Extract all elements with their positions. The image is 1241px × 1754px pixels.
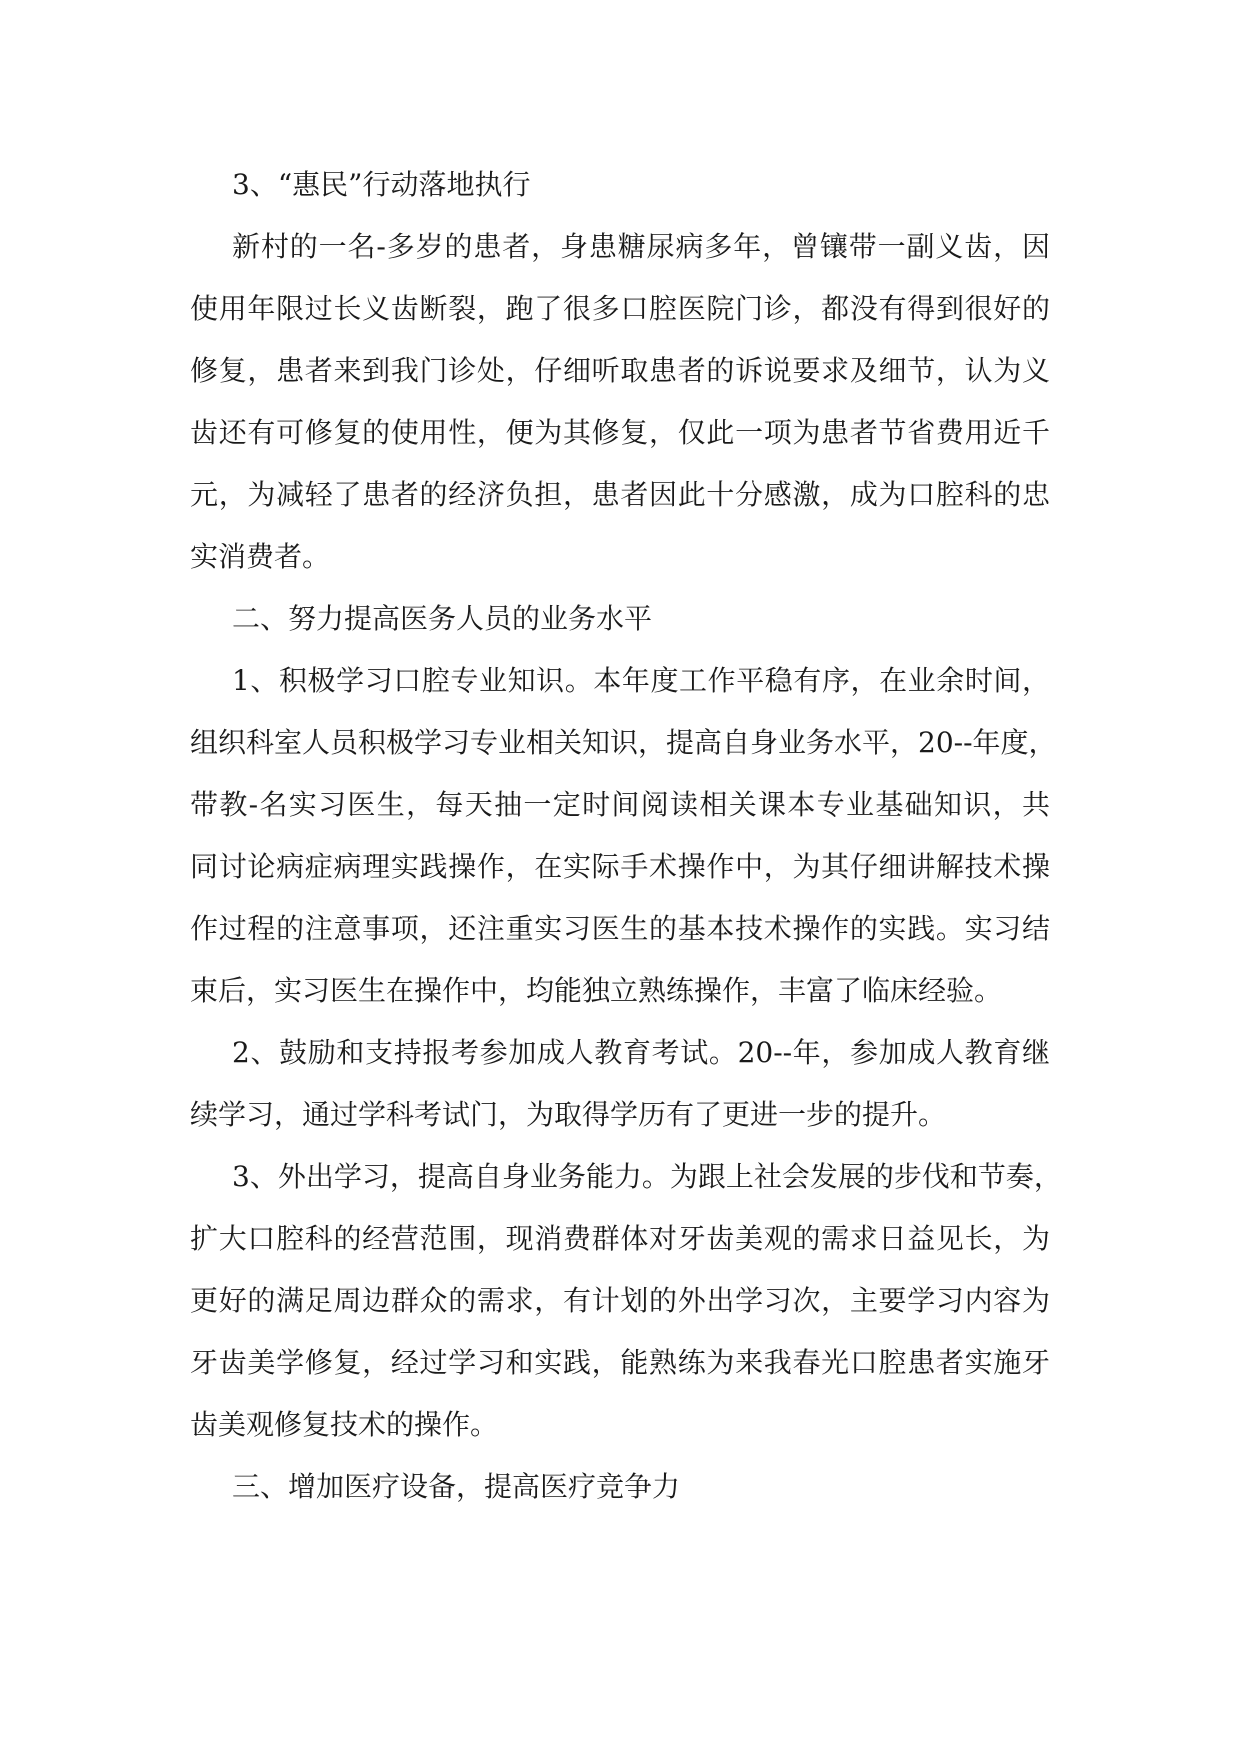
text-line: 修复，患者来到我门诊处，仔细听取患者的诉说要求及细节，认为义 — [190, 354, 1050, 387]
text-line: 1、积极学习口腔专业知识。本年度工作平稳有序，在业余时间， — [232, 664, 1050, 697]
text-line: 二、努力提高医务人员的业务水平 — [232, 602, 653, 635]
text-line: 3、“惠民”行动落地执行 — [232, 168, 531, 201]
text-line: 作过程的注意事项，还注重实习医生的基本技术操作的实践。实习结 — [190, 912, 1050, 945]
text-line: 更好的满足周边群众的需求，有计划的外出学习次，主要学习内容为 — [190, 1284, 1050, 1317]
text-line: 实消费者。 — [190, 540, 331, 573]
document-body — [190, 154, 1062, 1518]
text-line: 带教-名实习医生，每天抽一定时间阅读相关课本专业基础知识，共 — [190, 788, 1050, 821]
text-line: 续学习，通过学科考试门，为取得学历有了更进一步的提升。 — [190, 1098, 947, 1131]
text-line: 齿美观修复技术的操作。 — [190, 1408, 499, 1441]
text-line: 使用年限过长义齿断裂，跑了很多口腔医院门诊，都没有得到很好的 — [190, 292, 1050, 325]
text-line: 组织科室人员积极学习专业相关知识，提高自身业务水平，20--年度， — [190, 726, 1057, 759]
text-line: 牙齿美学修复，经过学习和实践，能熟练为来我春光口腔患者实施牙 — [190, 1346, 1050, 1379]
text-line: 束后，实习医生在操作中，均能独立熟练操作，丰富了临床经验。 — [190, 974, 1003, 1007]
text-line: 齿还有可修复的使用性，便为其修复，仅此一项为患者节省费用近千 — [190, 416, 1050, 449]
text-line: 元，为减轻了患者的经济负担，患者因此十分感激，成为口腔科的忠 — [190, 478, 1050, 511]
text-line: 新村的一名-多岁的患者，身患糖尿病多年，曾镶带一副义齿，因 — [232, 230, 1050, 263]
text-line: 2、鼓励和支持报考参加成人教育考试。20--年，参加成人教育继 — [232, 1036, 1050, 1069]
text-line: 扩大口腔科的经营范围，现消费群体对牙齿美观的需求日益见长，为 — [190, 1222, 1050, 1255]
text-line: 三、增加医疗设备，提高医疗竞争力 — [232, 1470, 681, 1503]
text-line: 3、外出学习，提高自身业务能力。为跟上社会发展的步伐和节奏， — [232, 1160, 1062, 1193]
text-line: 同讨论病症病理实践操作，在实际手术操作中，为其仔细讲解技术操 — [190, 850, 1050, 883]
